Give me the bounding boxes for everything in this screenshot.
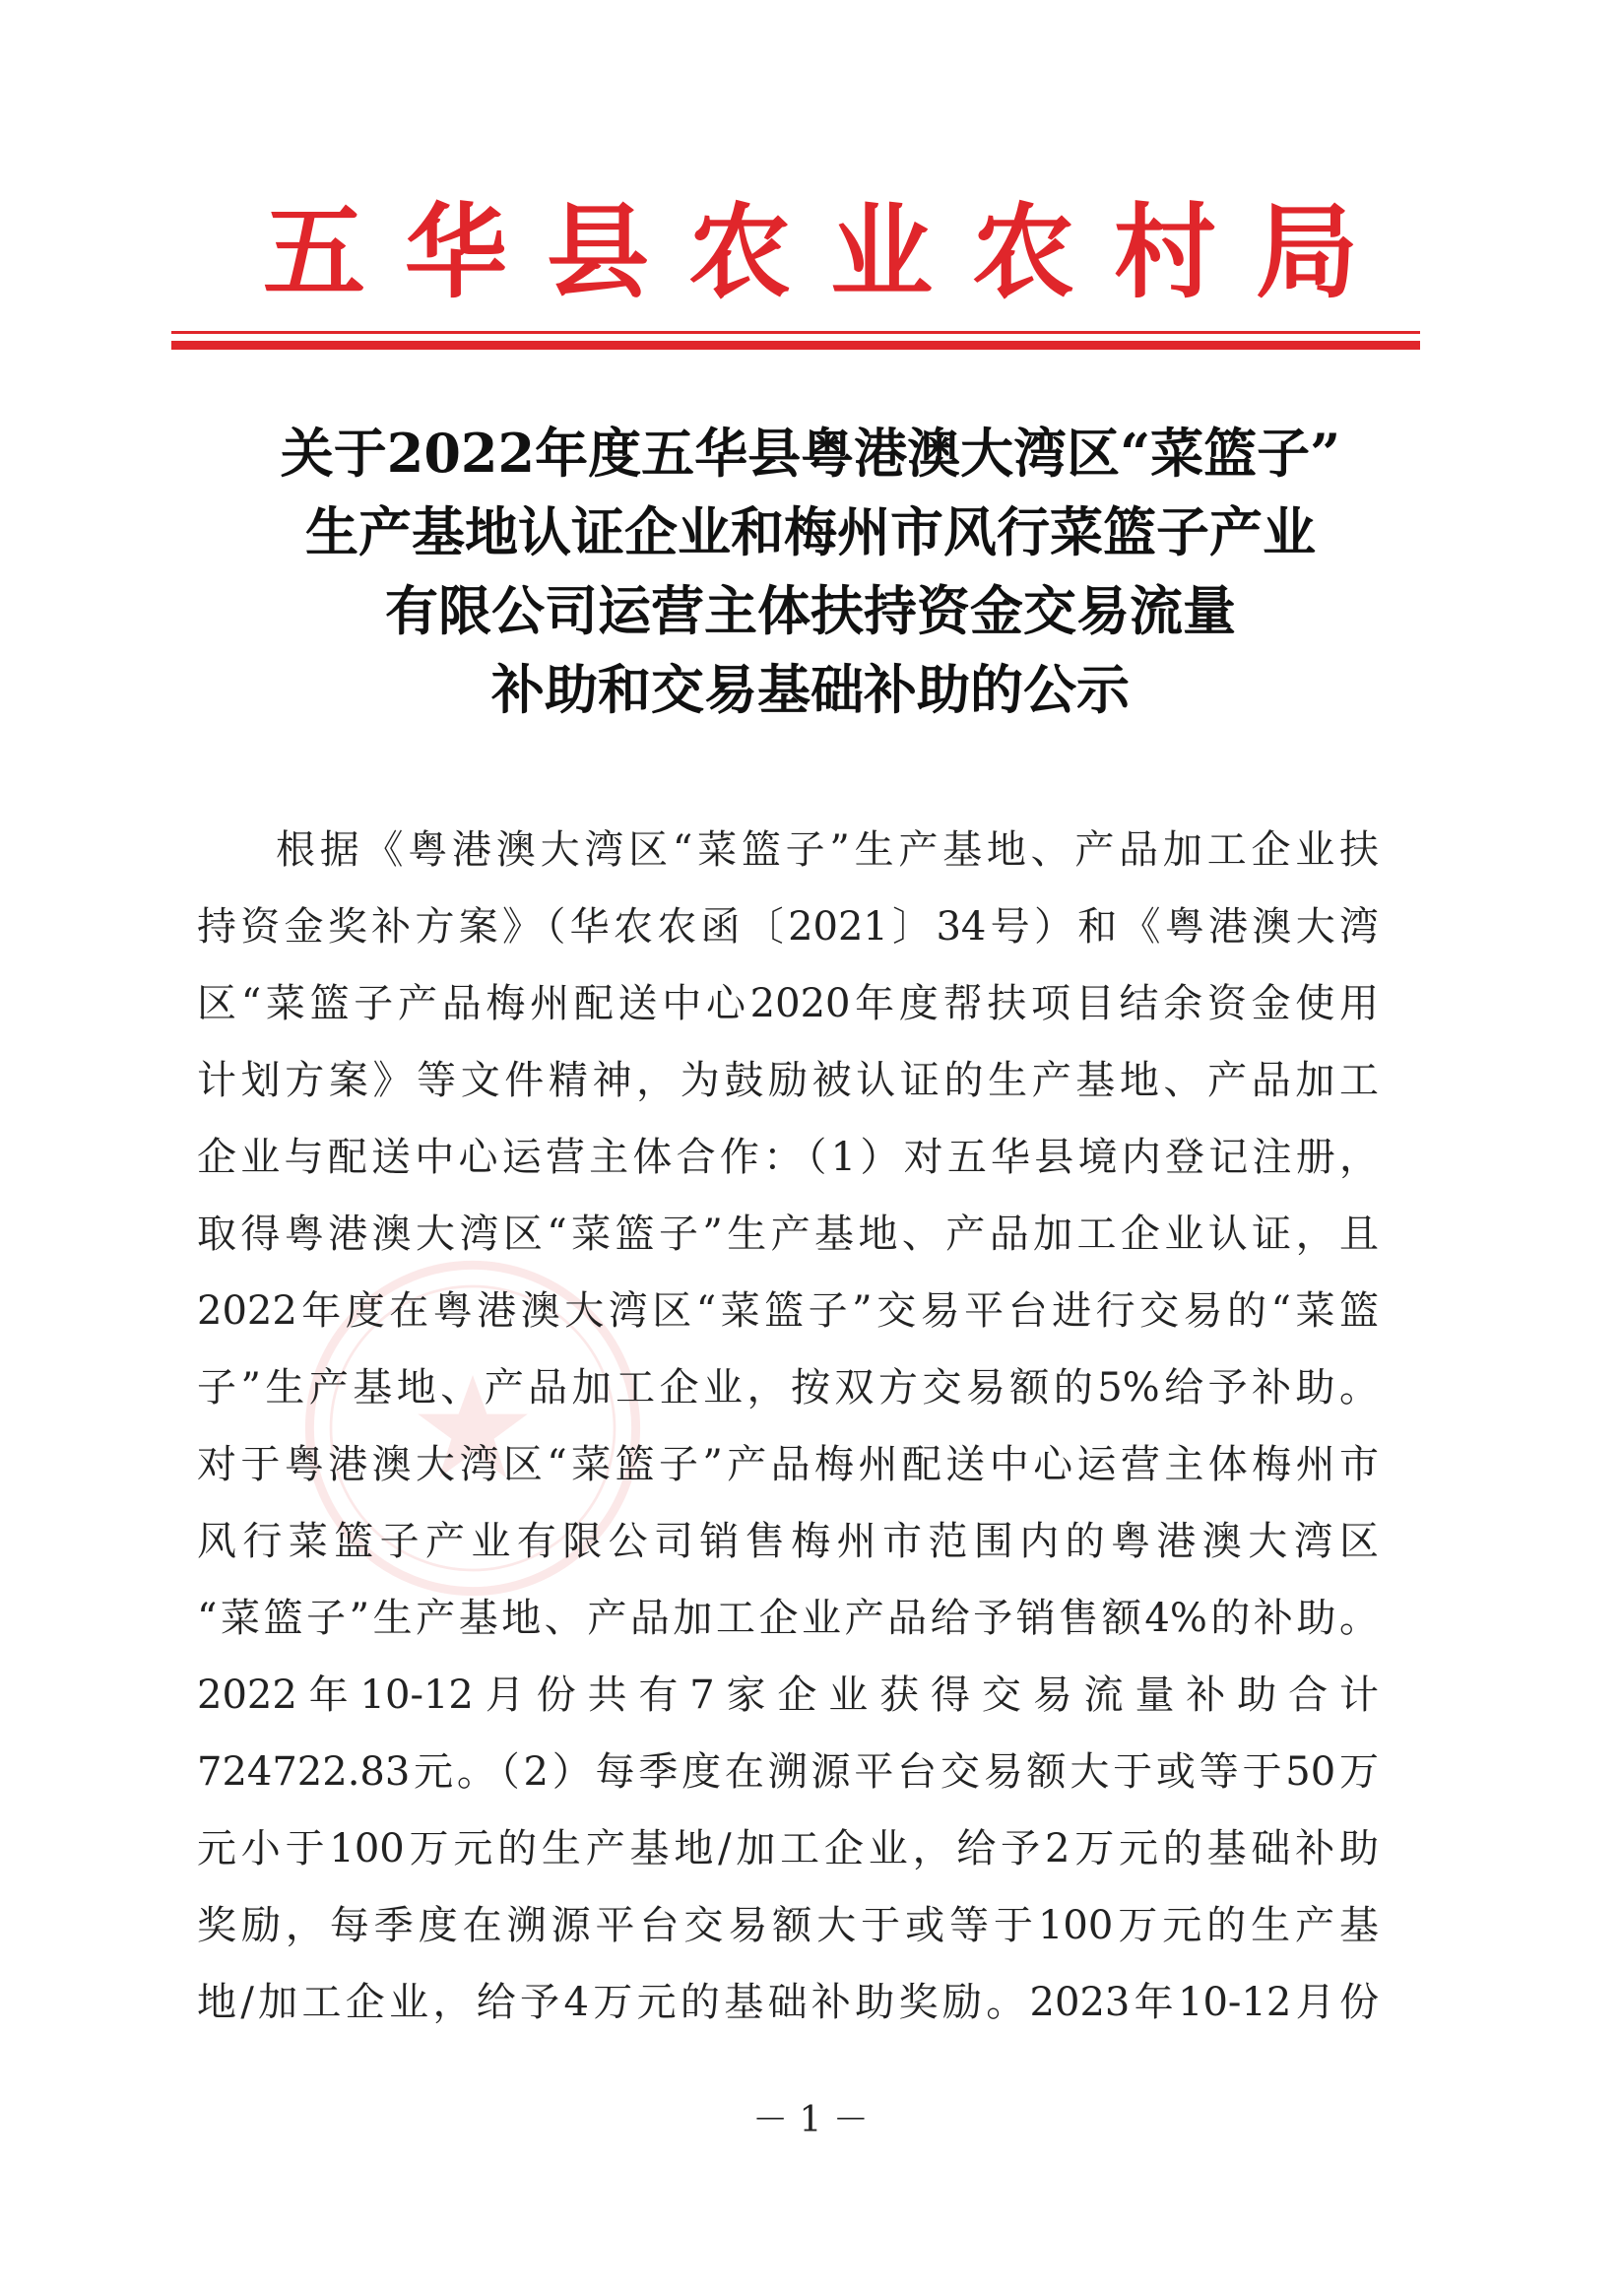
body-line: 子”生产基地、产品加工企业，按双方交易额的5%给予补助。 [197,1365,1379,1410]
body-line: 企业与配送中心运营主体合作：（1）对五华县境内登记注册， [197,1135,1379,1180]
body-line: 持资金奖补方案》（华农农函〔2021〕34号）和《粤港澳大湾 [197,904,1379,950]
title-line: 有限公司运营主体扶持资金交易流量 [385,579,1236,642]
title-line: 关于2022年度五华县粤港澳大湾区“菜篮子” [280,422,1341,485]
body-line: “菜篮子”生产基地、产品加工企业产品给予销售额4%的补助。 [197,1596,1379,1641]
page-number: － 1 － [752,2100,869,2140]
title-line: 补助和交易基础补助的公示 [491,658,1130,721]
body-line: 724722.83元。（2）每季度在溯源平台交易额大于或等于50万 [197,1749,1379,1795]
body-line: 2022年度在粤港澳大湾区“菜篮子”交易平台进行交易的“菜篮 [197,1288,1379,1334]
body-line: 地/加工企业，给予4万元的基础补助奖励。2023年10-12月份 [197,1980,1379,2025]
body-line: 元小于100万元的生产基地/加工企业，给予2万元的基础补助 [197,1826,1379,1871]
header-rule-thin [171,331,1420,334]
body-line: 2022年10-12月份共有7家企业获得交易流量补助合计 [197,1673,1379,1718]
body-line: 取得粤港澳大湾区“菜篮子”生产基地、产品加工企业认证，且 [197,1212,1379,1257]
body-line: 根据《粤港澳大湾区“菜篮子”生产基地、产品加工企业扶 [276,827,1379,873]
body-paragraph [197,812,1379,2041]
document-title [148,414,1473,729]
body-line: 奖励，每季度在溯源平台交易额大于或等于100万元的生产基 [197,1903,1379,1948]
body-line: 计划方案》等文件精神，为鼓励被认证的生产基地、产品加工 [197,1058,1379,1103]
agency-header: 五华县农业农村局 [262,191,1397,312]
body-line: 风行菜篮子产业有限公司销售梅州市范围内的粤港澳大湾区 [197,1519,1379,1564]
header-rule-thick [171,341,1420,350]
body-line: 对于粤港澳大湾区“菜篮子”产品梅州配送中心运营主体梅州市 [197,1442,1379,1487]
body-line: 区“菜篮子产品梅州配送中心2020年度帮扶项目结余资金使用 [197,981,1379,1026]
title-line: 生产基地认证企业和梅州市风行菜篮子产业 [305,500,1316,563]
